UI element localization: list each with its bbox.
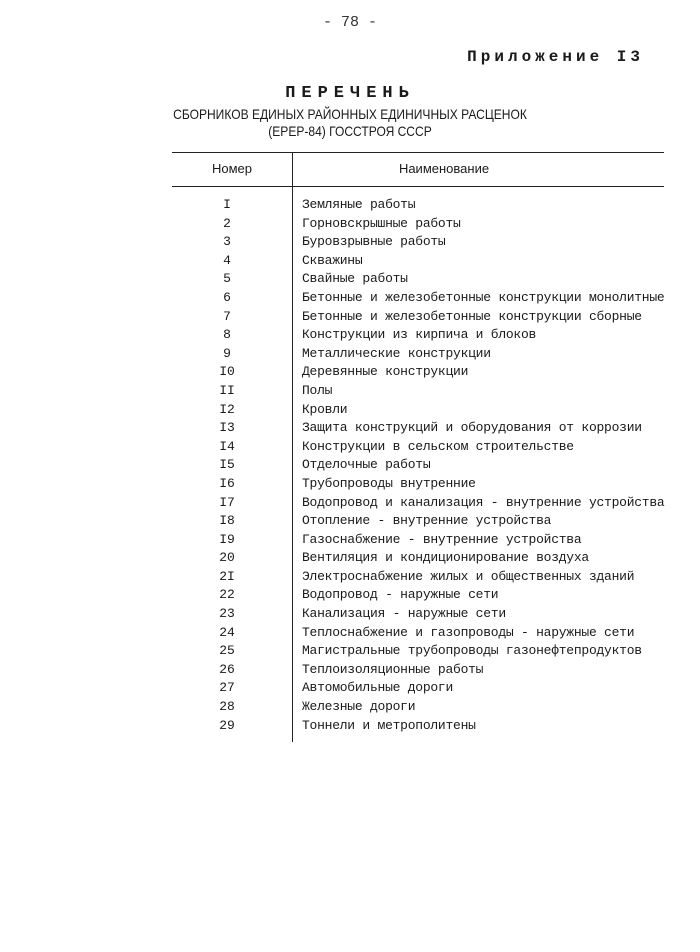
row-name: Железные дороги	[302, 699, 416, 715]
row-number: I5	[219, 457, 235, 473]
row-name: Бетонные и железобетонные конструкции монолитные	[302, 289, 665, 305]
row-number: 23	[219, 606, 235, 622]
row-number: 2I	[219, 568, 235, 584]
row-name: Электроснабжение жилых и общественных зданий	[302, 568, 635, 584]
page-number: - 78 -	[322, 14, 377, 31]
row-number: 24	[219, 624, 235, 640]
table-row	[172, 363, 664, 382]
table-row	[172, 252, 664, 271]
row-name: Полы	[302, 382, 333, 398]
row-number: 20	[219, 550, 235, 566]
row-name: Газоснабжение - внутренние устройства	[302, 531, 582, 547]
table-row	[172, 456, 664, 475]
row-number: 8	[223, 327, 231, 343]
table-row	[172, 605, 664, 624]
row-number: 9	[223, 345, 231, 361]
row-number: 22	[219, 587, 235, 603]
table-row	[172, 568, 664, 587]
row-name: Водопровод и канализация - внутренние устройства	[302, 494, 665, 510]
row-number: I2	[219, 401, 235, 417]
row-number: 7	[223, 308, 231, 324]
table-row	[172, 289, 664, 308]
row-number: I4	[219, 438, 235, 454]
row-name: Тоннели и метрополитены	[302, 717, 476, 733]
table-row	[172, 717, 664, 736]
table-row	[172, 549, 664, 568]
row-name: Бетонные и железобетонные конструкции сборные	[302, 308, 642, 324]
row-name: Канализация - наружные сети	[302, 606, 506, 622]
row-number: II	[219, 382, 235, 398]
row-number: 6	[223, 289, 231, 305]
table-row	[172, 326, 664, 345]
table-row	[172, 382, 664, 401]
table-body	[172, 196, 664, 735]
column-header-number: Номер	[211, 161, 252, 176]
row-name: Теплоснабжение и газопроводы - наружные сети	[302, 624, 635, 640]
table-row	[172, 661, 664, 680]
table-row	[172, 624, 664, 643]
table-row	[172, 698, 664, 717]
document-title: ПЕРЕЧЕНЬ	[285, 84, 415, 103]
table-row	[172, 401, 664, 420]
table-row	[172, 679, 664, 698]
row-name: Отопление - внутренние устройства	[302, 513, 552, 529]
row-name: Автомобильные дороги	[302, 680, 454, 696]
table-row	[172, 345, 664, 364]
row-name: Отделочные работы	[302, 457, 431, 473]
row-number: I3	[219, 420, 235, 436]
table-top-rule	[172, 152, 664, 153]
row-name: Горновскрышные работы	[302, 215, 461, 231]
table-row	[172, 308, 664, 327]
row-name: Защита конструкций и оборудования от коррозии	[302, 420, 642, 436]
row-name: Водопровод - наружные сети	[302, 587, 499, 603]
table-row	[172, 438, 664, 457]
row-name: Буровзрывные работы	[302, 234, 446, 250]
row-name: Конструкции из кирпича и блоков	[302, 327, 537, 343]
table-row	[172, 270, 664, 289]
table-row	[172, 531, 664, 550]
row-number: 4	[223, 252, 231, 268]
row-name: Кровли	[302, 401, 348, 417]
document-subtitle-line-1: СБОРНИКОВ ЕДИНЫХ РАЙОННЫХ ЕДИНИЧНЫХ РАСЦЕНОК	[173, 106, 527, 122]
table-row	[172, 494, 664, 513]
table-row	[172, 215, 664, 234]
row-number: I6	[219, 475, 235, 491]
row-name: Вентиляция и кондиционирование воздуха	[302, 550, 589, 566]
row-name: Скважины	[302, 252, 363, 268]
row-number: 27	[219, 680, 235, 696]
column-header-name: Наименование	[398, 161, 490, 176]
collections-table	[172, 152, 664, 742]
table-row	[172, 512, 664, 531]
table-header-rule	[172, 186, 664, 187]
row-number: I9	[219, 531, 235, 547]
row-name: Металлические конструкции	[302, 345, 491, 361]
row-name: Деревянные конструкции	[302, 364, 469, 380]
row-number: I8	[219, 513, 235, 529]
row-name: Земляные работы	[302, 197, 416, 212]
row-number: 5	[223, 271, 231, 287]
row-name: Теплоизоляционные работы	[302, 661, 484, 677]
row-number: I	[223, 197, 231, 212]
row-name: Трубопроводы внутренние	[302, 475, 476, 491]
row-number: 26	[219, 661, 235, 677]
row-number: 29	[219, 717, 235, 733]
row-name: Конструкции в сельском строительстве	[302, 438, 574, 454]
table-row	[172, 196, 664, 215]
row-number: I0	[219, 364, 235, 380]
row-number: 28	[219, 699, 235, 715]
row-number: I7	[219, 494, 235, 510]
row-number: 25	[219, 643, 235, 659]
table-row	[172, 419, 664, 438]
row-number: 2	[223, 215, 231, 231]
table-row	[172, 475, 664, 494]
appendix-label: Приложение I3	[467, 48, 644, 66]
table-row	[172, 233, 664, 252]
table-row	[172, 642, 664, 661]
row-name: Свайные работы	[302, 271, 408, 287]
row-name: Магистральные трубопроводы газонефтепродуктов	[302, 643, 642, 659]
row-number: 3	[223, 234, 231, 250]
table-row	[172, 586, 664, 605]
document-subtitle-line-2: (ЕРЕР-84) ГОССТРОЯ СССР	[268, 123, 432, 139]
